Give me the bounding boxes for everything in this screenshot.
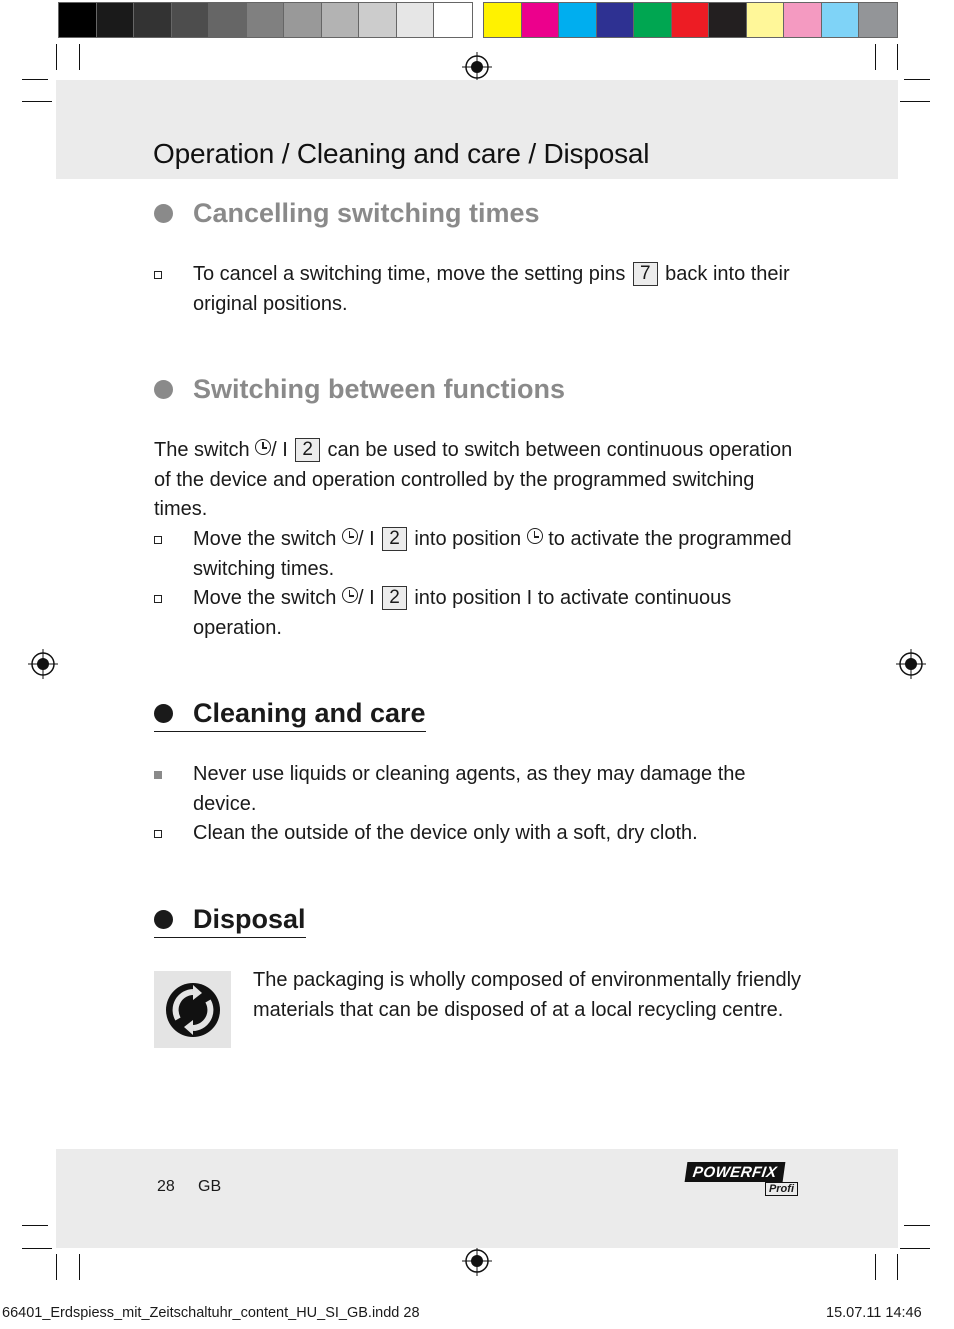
section-heading-cancel bbox=[154, 198, 540, 229]
color-swatch bbox=[59, 3, 97, 37]
crop-mark bbox=[904, 1225, 930, 1226]
color-swatch bbox=[397, 3, 435, 37]
color-swatch bbox=[559, 3, 597, 37]
logo-sub: Profi bbox=[765, 1182, 798, 1196]
ref-number: 2 bbox=[382, 527, 407, 551]
color-swatch bbox=[97, 3, 135, 37]
crop-mark bbox=[22, 1248, 52, 1249]
logo-main: POWERFIX bbox=[685, 1162, 786, 1182]
disposal-text: The packaging is wholly composed of environmentally friendly materials that can be disposed of at a local recycling centre. bbox=[253, 969, 802, 1021]
checkbox-bullet-icon bbox=[154, 271, 162, 279]
color-swatch bbox=[322, 3, 360, 37]
color-swatch bbox=[134, 3, 172, 37]
color-swatch bbox=[784, 3, 822, 37]
crop-mark bbox=[900, 1248, 930, 1249]
registration-mark-icon bbox=[462, 1246, 492, 1276]
powerfix-logo bbox=[686, 1162, 798, 1196]
color-swatch bbox=[434, 3, 472, 37]
clock-icon bbox=[255, 439, 271, 455]
bullet-dot-icon bbox=[154, 380, 173, 399]
clock-icon bbox=[342, 587, 358, 603]
list-item: Never use liquids or cleaning agents, as they may damage the device. bbox=[154, 760, 804, 819]
crop-mark bbox=[22, 101, 52, 102]
crop-mark bbox=[22, 1225, 48, 1226]
registration-mark-icon bbox=[896, 649, 926, 679]
color-swatch bbox=[634, 3, 672, 37]
registration-mark-icon bbox=[462, 52, 492, 82]
list-item: To cancel a switching time, move the setting pins 7 back into their original positions. bbox=[154, 260, 804, 319]
registration-mark-icon bbox=[28, 649, 58, 679]
crop-mark bbox=[56, 1254, 57, 1280]
switching-intro: The switch / I 2 can be used to switch between continuous operation of the device and operation controlled by the programmed switching times. bbox=[154, 439, 793, 520]
color-swatch bbox=[359, 3, 397, 37]
green-dot-recycling-icon bbox=[154, 971, 231, 1048]
crop-mark bbox=[56, 44, 57, 70]
heading-text: Disposal bbox=[193, 904, 306, 934]
crop-mark bbox=[900, 101, 930, 102]
section-heading-cleaning bbox=[154, 698, 426, 732]
slug-date: 15.07.11 14:46 bbox=[826, 1305, 922, 1321]
color-swatch bbox=[484, 3, 522, 37]
clock-icon bbox=[527, 528, 543, 544]
grayscale-color-bar bbox=[58, 2, 473, 38]
bullet-dot-icon bbox=[154, 204, 173, 223]
heading-text: Cleaning and care bbox=[193, 698, 426, 728]
warning-bullet-icon bbox=[154, 771, 162, 779]
color-swatch bbox=[284, 3, 322, 37]
color-swatch bbox=[747, 3, 785, 37]
heading-text: Cancelling switching times bbox=[193, 198, 540, 228]
crop-mark bbox=[875, 44, 876, 70]
checkbox-bullet-icon bbox=[154, 830, 162, 838]
bullet-dot-icon bbox=[154, 910, 173, 929]
crop-mark bbox=[22, 79, 48, 80]
color-swatch bbox=[672, 3, 710, 37]
bullet-dot-icon bbox=[154, 704, 173, 723]
crop-mark bbox=[904, 79, 930, 80]
heading-text: Switching between functions bbox=[193, 374, 566, 404]
checkbox-bullet-icon bbox=[154, 595, 162, 603]
list-item: Clean the outside of the device only with a soft, dry cloth. bbox=[154, 819, 804, 849]
section-heading-disposal bbox=[154, 904, 306, 938]
color-swatch bbox=[859, 3, 897, 37]
ref-number: 7 bbox=[633, 262, 658, 286]
color-swatch bbox=[209, 3, 247, 37]
ref-number: 2 bbox=[295, 438, 320, 462]
crop-mark bbox=[897, 1254, 898, 1280]
color-swatch bbox=[597, 3, 635, 37]
process-color-bar bbox=[483, 2, 898, 38]
checkbox-bullet-icon bbox=[154, 536, 162, 544]
page-title: Operation / Cleaning and care / Disposal bbox=[153, 138, 650, 169]
page-language: GB bbox=[198, 1178, 222, 1195]
color-swatch bbox=[247, 3, 285, 37]
page-number: 28 bbox=[157, 1178, 175, 1195]
color-swatch bbox=[172, 3, 210, 37]
list-item: Move the switch / I 2 into position to activate the programmed switching times. bbox=[154, 525, 804, 584]
crop-mark bbox=[79, 44, 80, 70]
crop-mark bbox=[875, 1254, 876, 1280]
list-item: Move the switch / I 2 into position I to activate continuous operation. bbox=[154, 584, 804, 643]
color-swatch bbox=[709, 3, 747, 37]
section-heading-switching bbox=[154, 374, 565, 405]
crop-mark bbox=[897, 44, 898, 70]
crop-mark bbox=[79, 1254, 80, 1280]
recycling-symbol-icon bbox=[164, 981, 222, 1039]
ref-number: 2 bbox=[382, 586, 407, 610]
slug-filename: 66401_Erdspiess_mit_Zeitschaltuhr_content_HU_SI_GB.indd 28 bbox=[2, 1305, 420, 1321]
color-swatch bbox=[522, 3, 560, 37]
clock-icon bbox=[342, 528, 358, 544]
color-swatch bbox=[822, 3, 860, 37]
